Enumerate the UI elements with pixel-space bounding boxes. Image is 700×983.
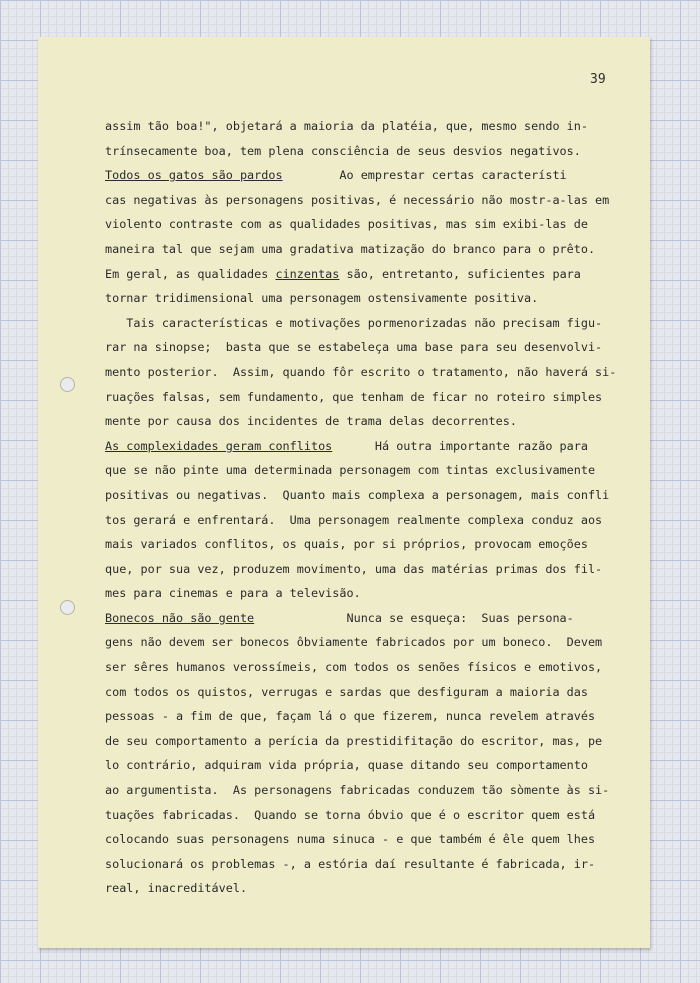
text-line: ser sêres humanos verossímeis, com todos os senões físicos e emotivos, [105, 660, 603, 675]
section-heading-line [105, 606, 625, 631]
text-line: tornar tridimensional uma personagem ostensivamente positiva. [105, 291, 539, 306]
section-heading-line [105, 434, 625, 459]
text-line: maneira tal que sejam uma gradativa matização do branco para o prêto. [105, 241, 596, 256]
text-line: violento contraste com as qualidades positivas, mas sim exibi-las de [105, 217, 588, 232]
page-number: 39 [590, 72, 606, 87]
text-line: trínsecamente boa, tem plena consciência de seus desvios negativos. [105, 143, 581, 158]
text-line: ruações falsas, sem fundamento, que tenham de ficar no roteiro simples [105, 389, 603, 404]
paper-sheet [38, 37, 650, 948]
text-line: mais variados conflitos, os quais, por si próprios, provocam emoções [105, 537, 588, 552]
text-line: ao argumentista. As personagens fabricadas conduzem tão sòmente às si- [105, 783, 610, 798]
text-segment: Em geral, as qualidades [105, 266, 276, 281]
text-line: assim tão boa!", objetará a maioria da platéia, que, mesmo sendo in- [105, 119, 588, 133]
underlined-word: cinzentas [275, 266, 340, 281]
text-line: que se não pinte uma determinada personagem com tintas exclusivamente [105, 463, 596, 478]
section-heading: Todos os gatos são pardos [105, 168, 283, 183]
text-line: tos gerará e enfrentará. Uma personagem realmente complexa conduz aos [105, 512, 603, 527]
section-heading-line [105, 163, 625, 188]
text-line: solucionará os problemas -, a estória daí resultante é fabricada, ir- [105, 856, 596, 871]
text-line: gens não devem ser bonecos ôbviamente fabricados por um boneco. Devem [105, 635, 603, 650]
punch-hole-bottom [60, 600, 75, 615]
text-line: mento posterior. Assim, quando fôr escrito o tratamento, não haverá si- [105, 364, 617, 379]
text-line: cas negativas às personagens positivas, é necessário não mostr-a-las em [105, 192, 610, 207]
text-line-rest: Ao emprestar certas característi [282, 168, 567, 183]
text-line: Tais características e motivações pormenorizadas não precisam figu- [105, 315, 603, 330]
text-line: pessoas - a fim de que, façam lá o que fizerem, nunca revelem através [105, 709, 596, 724]
text-line: positivas ou negativas. Quanto mais complexa a personagem, mais confli [105, 487, 610, 502]
text-line-rest: Há outra importante razão para [332, 438, 588, 453]
text-line: mes para cinemas e para a televisão. [105, 586, 361, 601]
text-line: de seu comportamento a perícia da prestidifitação do escritor, mas, pe [105, 733, 603, 748]
text-line [105, 262, 625, 287]
text-line: mente por causa dos incidentes de trama delas decorrentes. [105, 414, 517, 429]
text-line: com todos os quistos, verrugas e sardas que desfiguram a maioria das [105, 684, 588, 699]
text-line: real, inacreditável. [105, 881, 248, 896]
text-line: que, por sua vez, produzem movimento, uma das matérias primas dos fil- [105, 561, 603, 576]
text-line: tuações fabricadas. Quando se torna óbvio que é o escritor quem está [105, 807, 596, 822]
typewritten-text [105, 114, 625, 901]
section-heading: Bonecos não são gente [105, 610, 255, 625]
text-line: lo contrário, adquiram vida própria, quase ditando seu comportamento [105, 758, 588, 773]
punch-hole-top [60, 377, 75, 392]
text-line: colocando suas personagens numa sinuca - e que também é êle quem lhes [105, 832, 596, 847]
section-heading: As complexidades geram conflitos [105, 438, 333, 453]
text-line-rest: Nunca se esqueça: Suas persona- [254, 610, 574, 625]
text-line: rar na sinopse; basta que se estabeleça uma base para seu desenvolvi- [105, 340, 603, 355]
text-segment: são, entretanto, suficientes para [339, 266, 581, 281]
